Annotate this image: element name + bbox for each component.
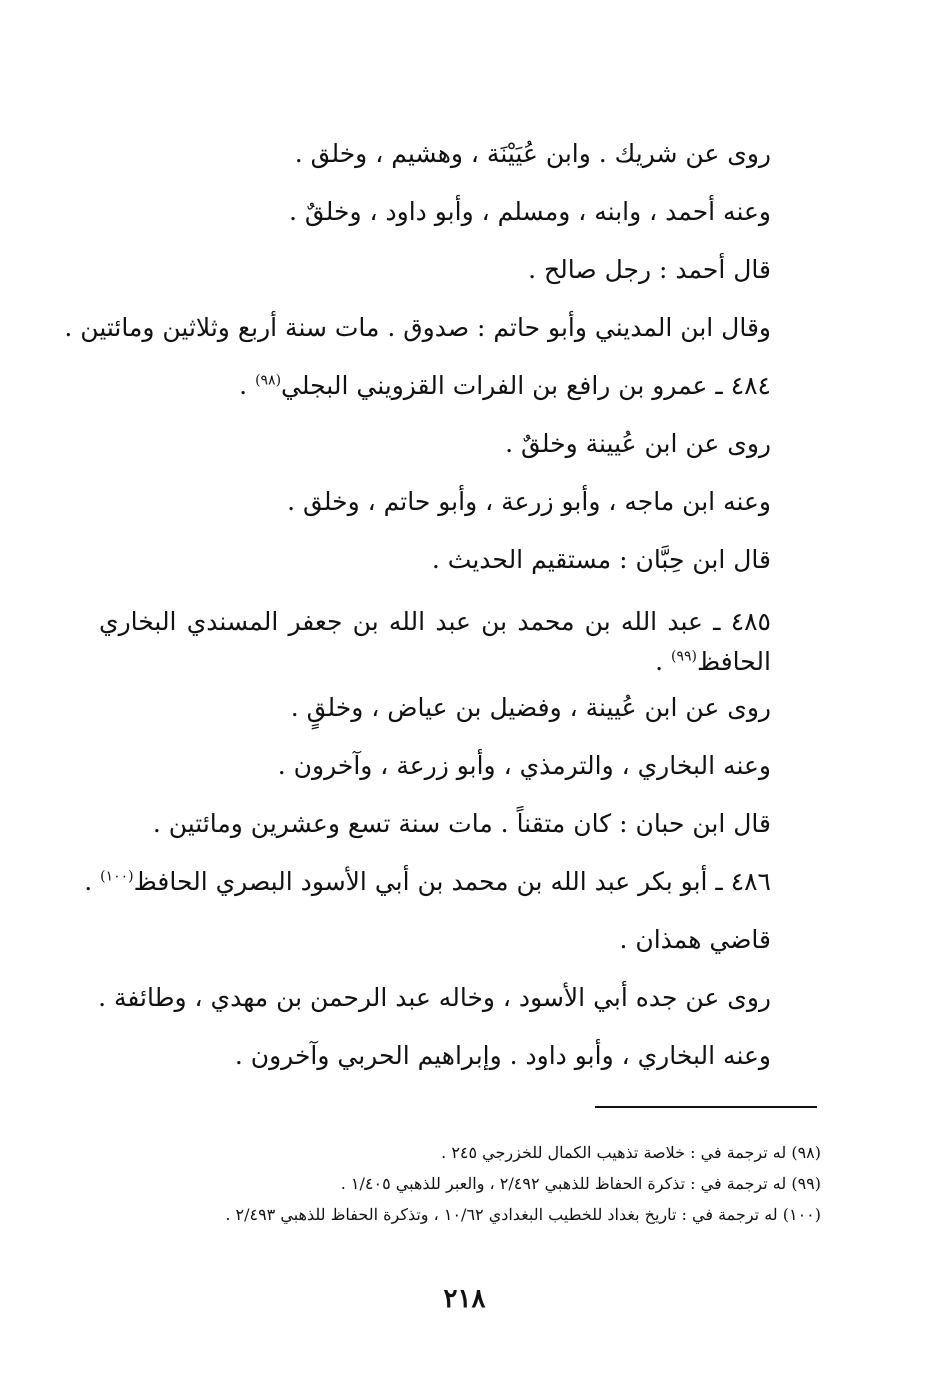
text-line: روى عن شريك . وابن عُيَيْنَة ، وهشيم ، وخلق . (294, 139, 771, 168)
entry-heading-tail: . (239, 371, 256, 400)
footnotes (101, 1143, 821, 1236)
footnote-ref-98[interactable]: (٩٨) (255, 372, 282, 389)
text-line: قال أحمد : رجل صالح . (528, 255, 771, 284)
entry-heading-486 (84, 866, 819, 924)
text-line: قال ابن حبان : كان متقناً . مات سنة تسع وعشرين ومائتين . (152, 809, 771, 838)
text-line: وعنه البخاري ، والترمذي ، وأبو زرعة ، وآخرون . (277, 751, 771, 780)
text-line: روى عن ابن عُيينة وخلقٌ . (505, 429, 771, 458)
footnote-100: (١٠٠) له ترجمة في : تاريخ بغداد للخطيب البغدادي ١٠/٦٢ ، وتذكرة الحفاظ للذهبي ٢/٤٩٣ . (225, 1205, 821, 1224)
entry-heading-text: ٤٨٤ ـ عمرو بن رافع بن الفرات القزويني البجلي (281, 371, 771, 400)
entry-heading-tail: . (84, 867, 101, 896)
page-number: ٢١٨ (443, 1284, 486, 1314)
text-line: روى عن ابن عُيينة ، وفضيل بن عياض ، وخلقٍ . (290, 693, 771, 722)
entry-heading-text: ٤٨٦ ـ أبو بكر عبد الله بن محمد بن أبي الأسود البصري الحافظ (133, 867, 771, 896)
footnote-ref-99[interactable]: (٩٩) (671, 648, 697, 665)
text-line: قاضي همذان . (619, 925, 771, 954)
text-line: وعنه أحمد ، وابنه ، ومسلم ، وأبو داود ، وخلقٌ . (289, 197, 771, 226)
entry-heading-text: ٤٨٥ ـ عبد الله بن محمد بن عبد الله بن جعفر المسندي البخاري الحافظ (99, 607, 771, 676)
footnote-99: (٩٩) له ترجمة في : تذكرة الحفاظ للذهبي ٢/٤٩٢ ، والعبر للذهبي ١/٤٠٥ . (340, 1174, 821, 1193)
text-line: روى عن جده أبي الأسود ، وخاله عبد الرحمن بن مهدي ، وطائفة . (98, 983, 771, 1012)
footnote-divider (595, 1106, 817, 1108)
text-line: وقال ابن المديني وأبو حاتم : صدوق . مات سنة أربع وثلاثين ومائتين . (64, 313, 771, 342)
entry-heading-tail: . (655, 647, 672, 676)
main-text (64, 138, 819, 1098)
text-line: وعنه ابن ماجه ، وأبو زرعة ، وأبو حاتم ، وخلق . (287, 487, 771, 516)
entry-heading-484 (99, 370, 819, 428)
footnote-98: (٩٨) له ترجمة في : خلاصة تذهيب الكمال للخزرجي ٢٤٥ . (441, 1143, 821, 1162)
text-line: قال ابن حِبَّان : مستقيم الحديث . (431, 545, 771, 574)
footnote-ref-100[interactable]: (١٠٠) (100, 868, 134, 885)
text-line: وعنه البخاري ، وأبو داود . وإبراهيم الحربي وآخرون . (234, 1041, 771, 1070)
entry-heading-485 (99, 602, 819, 692)
